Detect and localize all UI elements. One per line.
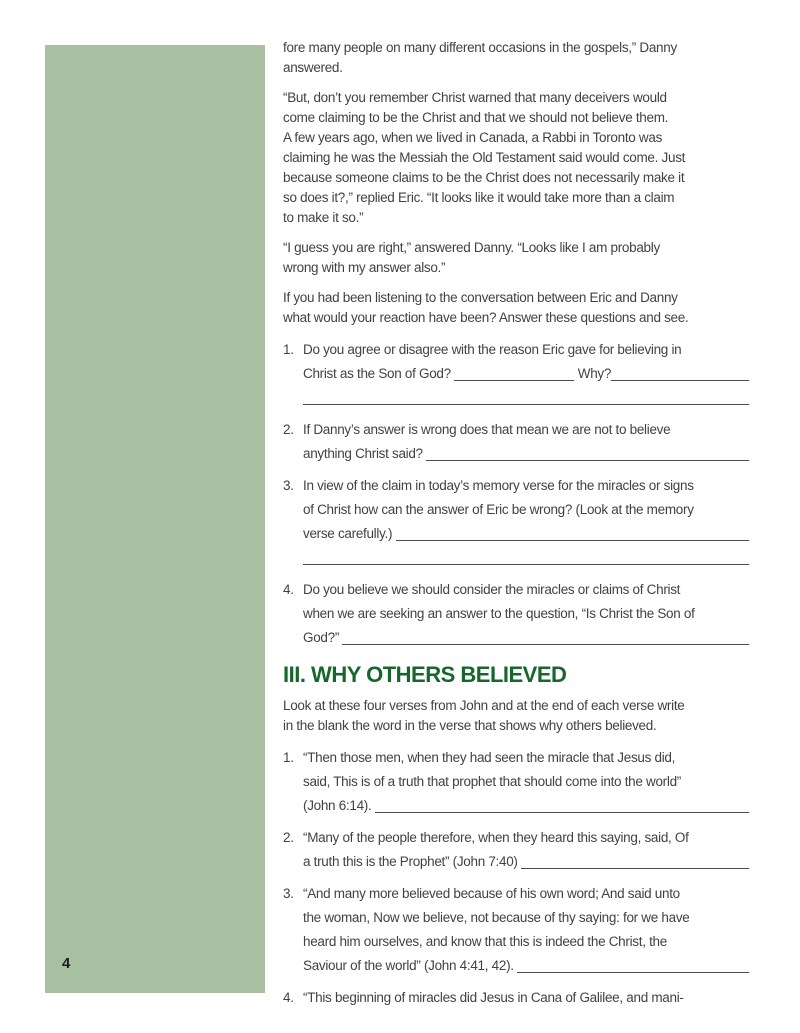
text-segment: anything Christ said?: [303, 446, 427, 461]
text-segment: “And many more believed because of his own word; And said unto: [303, 886, 680, 901]
text-segment: wrong with my answer also.”: [283, 260, 446, 275]
text-line: [303, 418, 749, 442]
text-segment: come claiming to be the Christ and that we should not believe them.: [283, 110, 669, 125]
text-line: [303, 498, 749, 522]
text-line: [283, 128, 749, 148]
text-segment: If you had been listening to the conversation between Eric and Danny: [283, 290, 678, 305]
text-line: [283, 208, 749, 228]
text-line: [303, 578, 749, 602]
text-line: [283, 58, 749, 78]
text-segment: Christ as the Son of God?: [303, 366, 455, 381]
text-segment: the woman, Now we believe, not because of thy saying: for we have: [303, 910, 690, 925]
question-item: [283, 418, 749, 466]
text-segment: verse carefully.): [303, 526, 396, 541]
item-body: [303, 418, 749, 466]
text-segment: In view of the claim in today’s memory verse for the miracles or signs: [303, 478, 694, 493]
question-item: [283, 338, 749, 410]
answer-blank: [611, 380, 749, 381]
text-line: [303, 522, 749, 546]
paragraph: [283, 38, 749, 78]
text-line: [303, 338, 749, 362]
verses-list: [283, 746, 749, 1010]
text-segment: to make it so.”: [283, 210, 364, 225]
paragraph: [283, 288, 749, 328]
item-number: 4.: [283, 990, 294, 1005]
text-segment: because someone claims to be the Christ does not necessarily make it: [283, 170, 685, 185]
text-line: [303, 626, 749, 650]
answer-blank: [396, 540, 749, 541]
answer-blank: [426, 460, 749, 461]
text-line: [303, 906, 749, 930]
text-line: [283, 696, 749, 716]
text-segment: Do you agree or disagree with the reason Eric gave for believing in: [303, 342, 682, 357]
paragraph: [283, 88, 749, 228]
text-line: [303, 362, 749, 386]
verse-item: [283, 882, 749, 978]
text-segment: said, This is of a truth that prophet that should come into the world”: [303, 774, 681, 789]
text-line: [283, 238, 749, 258]
text-line: [283, 108, 749, 128]
item-body: [303, 474, 749, 570]
text-line: [283, 148, 749, 168]
text-segment: If Danny’s answer is wrong does that mean we are not to believe: [303, 422, 671, 437]
text-segment: when we are seeking an answer to the question, “Is Christ the Son of: [303, 606, 695, 621]
item-number: 1.: [283, 342, 294, 357]
paragraph: [283, 238, 749, 278]
text-line: [283, 288, 749, 308]
question-item: [283, 474, 749, 570]
text-segment: God?”: [303, 630, 343, 645]
text-line: [303, 746, 749, 770]
text-segment: of Christ how can the answer of Eric be wrong? (Look at the memory: [303, 502, 694, 517]
text-line: [303, 826, 749, 850]
text-line: [283, 258, 749, 278]
item-number: 2.: [283, 830, 294, 845]
text-segment: Look at these four verses from John and at the end of each verse write: [283, 698, 685, 713]
content-column: [283, 38, 749, 1018]
answer-blank: [454, 380, 574, 381]
text-line: [303, 954, 749, 978]
intro-paragraphs: [283, 38, 749, 328]
text-line: [283, 188, 749, 208]
text-segment: Why?: [574, 366, 612, 381]
answer-blank: [303, 564, 749, 565]
item-number: 3.: [283, 886, 294, 901]
text-segment: a truth this is the Prophet” (John 7:40): [303, 854, 522, 869]
text-line: [303, 794, 749, 818]
item-body: [303, 338, 749, 410]
page-number: 4: [62, 955, 71, 972]
questions-list: [283, 338, 749, 650]
item-body: [303, 746, 749, 818]
text-segment: A few years ago, when we lived in Canada, a Rabbi in Toronto was: [283, 130, 663, 145]
text-line: [283, 308, 749, 328]
text-segment: answered.: [283, 60, 343, 75]
answer-blank: [517, 972, 749, 973]
text-segment: “Many of the people therefore, when they heard this saying, said, Of: [303, 830, 689, 845]
item-body: [303, 882, 749, 978]
text-segment: “I guess you are right,” answered Danny. “Looks like I am probably: [283, 240, 660, 255]
text-line: [303, 770, 749, 794]
question-item: [283, 578, 749, 650]
text-segment: in the blank the word in the verse that shows why others believed.: [283, 718, 657, 733]
text-line: [303, 930, 749, 954]
text-segment: fore many people on many different occasions in the gospels,” Danny: [283, 40, 677, 55]
item-body: [303, 578, 749, 650]
answer-blank: [342, 644, 749, 645]
text-line: [283, 716, 749, 736]
text-line: [303, 474, 749, 498]
text-segment: what would your reaction have been? Answer these questions and see.: [283, 310, 689, 325]
text-segment: (John 6:14).: [303, 798, 375, 813]
verse-item: [283, 986, 749, 1010]
text-segment: claiming he was the Messiah the Old Testament said would come. Just: [283, 150, 686, 165]
text-segment: “But, don’t you remember Christ warned that many deceivers would: [283, 90, 667, 105]
text-line: [283, 88, 749, 108]
text-segment: “Then those men, when they had seen the miracle that Jesus did,: [303, 750, 676, 765]
item-number: 3.: [283, 478, 294, 493]
answer-blank: [303, 404, 749, 405]
text-segment: Saviour of the world” (John 4:41, 42).: [303, 958, 518, 973]
section-heading: III. WHY OTHERS BELIEVED: [283, 662, 567, 687]
text-segment: “This beginning of miracles did Jesus in Cana of Galilee, and mani-: [303, 990, 684, 1005]
text-line: [303, 386, 749, 410]
text-line: [283, 38, 749, 58]
text-line: [303, 442, 749, 466]
item-number: 1.: [283, 750, 294, 765]
item-body: [303, 826, 749, 874]
text-line: [303, 546, 749, 570]
text-segment: so does it?,” replied Eric. “It looks like it would take more than a claim: [283, 190, 675, 205]
answer-blank: [375, 812, 749, 813]
item-number: 2.: [283, 422, 294, 437]
text-segment: Do you believe we should consider the miracles or claims of Christ: [303, 582, 681, 597]
text-line: [303, 850, 749, 874]
item-number: 4.: [283, 582, 294, 597]
text-line: [303, 602, 749, 626]
text-line: [303, 882, 749, 906]
verse-item: [283, 826, 749, 874]
text-line: [303, 986, 749, 1010]
answer-blank: [521, 868, 749, 869]
text-line: [283, 168, 749, 188]
sidebar-panel: [45, 45, 265, 993]
text-segment: heard him ourselves, and know that this is indeed the Christ, the: [303, 934, 667, 949]
verse-item: [283, 746, 749, 818]
section-intro-paragraph: [283, 696, 749, 736]
item-body: [303, 986, 749, 1010]
